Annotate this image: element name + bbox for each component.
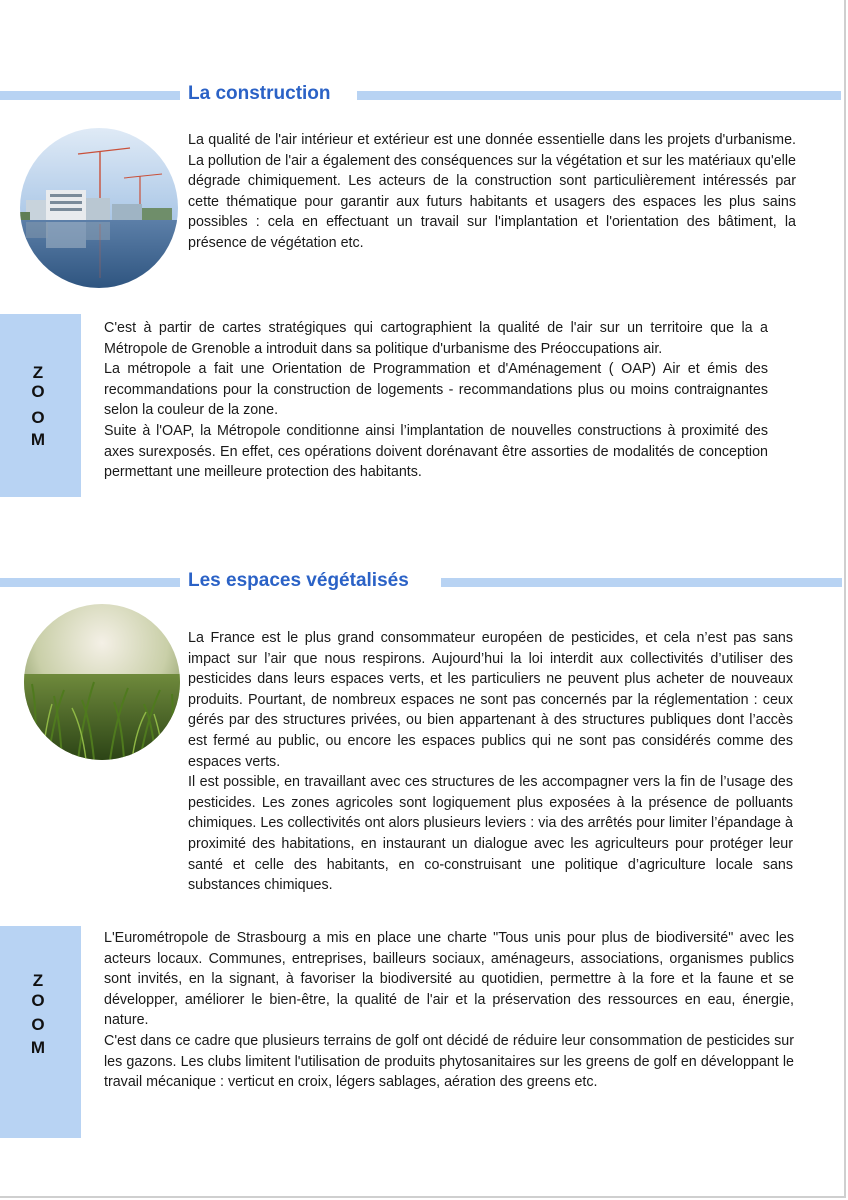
paragraph: La France est le plus grand consommateur européen de pesticides, et cela n’est pas sans impact sur l’air que nous respirons. Aujourd’hui la loi interdit aux collectivités d’utiliser des pesticides dans leurs espaces verts, et les particuliers ne peuvent plus acheter de nouveaux produits. Pourtant, de nombreux espaces ne sont pas concernés par la réglementation : ceux gérés par des structures privées, ou bien appartenant à des structures publiques dont l’accès est fermé au public, ou encore les espaces publics qui ne sont pas considérés comme des espaces verts. (188, 630, 793, 770)
section-body (188, 628, 793, 896)
zoom-body (104, 318, 768, 483)
paragraph: C'est dans ce cadre que plusieurs terrains de golf ont décidé de réduire leur consommation de pesticides sur les gazons. Les clubs limitent l'utilisation de produits phytosanitaires sur les greens de golf en développant le travail mécanique : verticut en croix, légers sablages, aération des greens etc. (104, 1032, 794, 1091)
zoom-body (104, 928, 794, 1093)
zoom-letter: M (30, 1038, 46, 1057)
paragraph: La qualité de l'air intérieur et extérieur est une donnée essentielle dans les projets d'urbanisme. La pollution de l'air a également des conséquences sur la végétation et sur les matériaux qu'elle dégrade chimiquement. Les acteurs de la construction sont particulièrement intéressés par cette thématique pour garantir aux futurs habitants et usagers des espaces les plus sains possibles : cela en effectuant un travail sur l'implantation et l'orientation des bâtiment, la présence de végétation etc. (188, 132, 796, 251)
paragraph: La métropole a fait une Orientation de Programmation et d'Aménagement ( OAP) Air et émis des recommandations pour la construction de logements - recommandations plus ou moins contraignantes selon la couleur de la zone. (104, 361, 768, 419)
heading-rule-left (0, 91, 180, 100)
zoom-letter: O (31, 408, 45, 427)
grass-field-photo (24, 604, 180, 760)
city-construction-photo (20, 128, 178, 288)
section-title: La construction (188, 83, 331, 104)
zoom-letter: O (31, 1015, 45, 1034)
paragraph: C'est à partir de cartes stratégiques qui cartographient la qualité de l'air sur un territoire que la a Métropole de Grenoble a introduit dans sa politique d'urbanisme des Préoccupations air. (104, 320, 768, 357)
paragraph: L'Eurométropole de Strasbourg a mis en place une charte "Tous unis pour plus de biodiversité" avec les acteurs locaux. Communes, entreprises, bailleurs sociaux, aménageurs, associations, organismes publics sont invités, en la signant, à favoriser la biodiversité au quotidien, permettre à la fore et la faune et se développer, améliorer le bien-être, la qualité de l'air et la préservation des ressources en eau, énergie, nature. (104, 930, 794, 1029)
section-body (188, 130, 796, 254)
paragraph: Il est possible, en travaillant avec ces structures de les accompagner vers la fin de l’usage des pesticides. Les zones agricoles sont logiquement plus exposées à la présence de polluants chimiques. Les collectivités ont alors plusieurs leviers : via des arrêtés pour limiter l’épandage à proximité des habitations, en instaurant un dialogue avec les agriculteurs pour protéger leur santé et celle des habitants, en co-construisant une politique d’agriculture locale sans substances chimiques. (188, 774, 793, 894)
paragraph: Suite à l'OAP, la Métropole conditionne ainsi l’implantation de nouvelles constructions à proximité des axes surexposés. En effet, ces opérations doivent dorénavant être assorties de modalités de conception permettant une meilleure protection des habitants. (104, 422, 768, 481)
heading-rule-left (0, 578, 180, 587)
heading-rule-right (357, 91, 841, 100)
section-title: Les espaces végétalisés (188, 570, 409, 591)
zoom-letter: Z (32, 363, 44, 382)
zoom-letter: O (31, 991, 45, 1010)
zoom-letter: M (30, 430, 46, 449)
heading-rule-right (441, 578, 842, 587)
zoom-bar (0, 314, 81, 497)
zoom-letter: Z (32, 971, 44, 990)
zoom-letter: O (31, 382, 45, 401)
